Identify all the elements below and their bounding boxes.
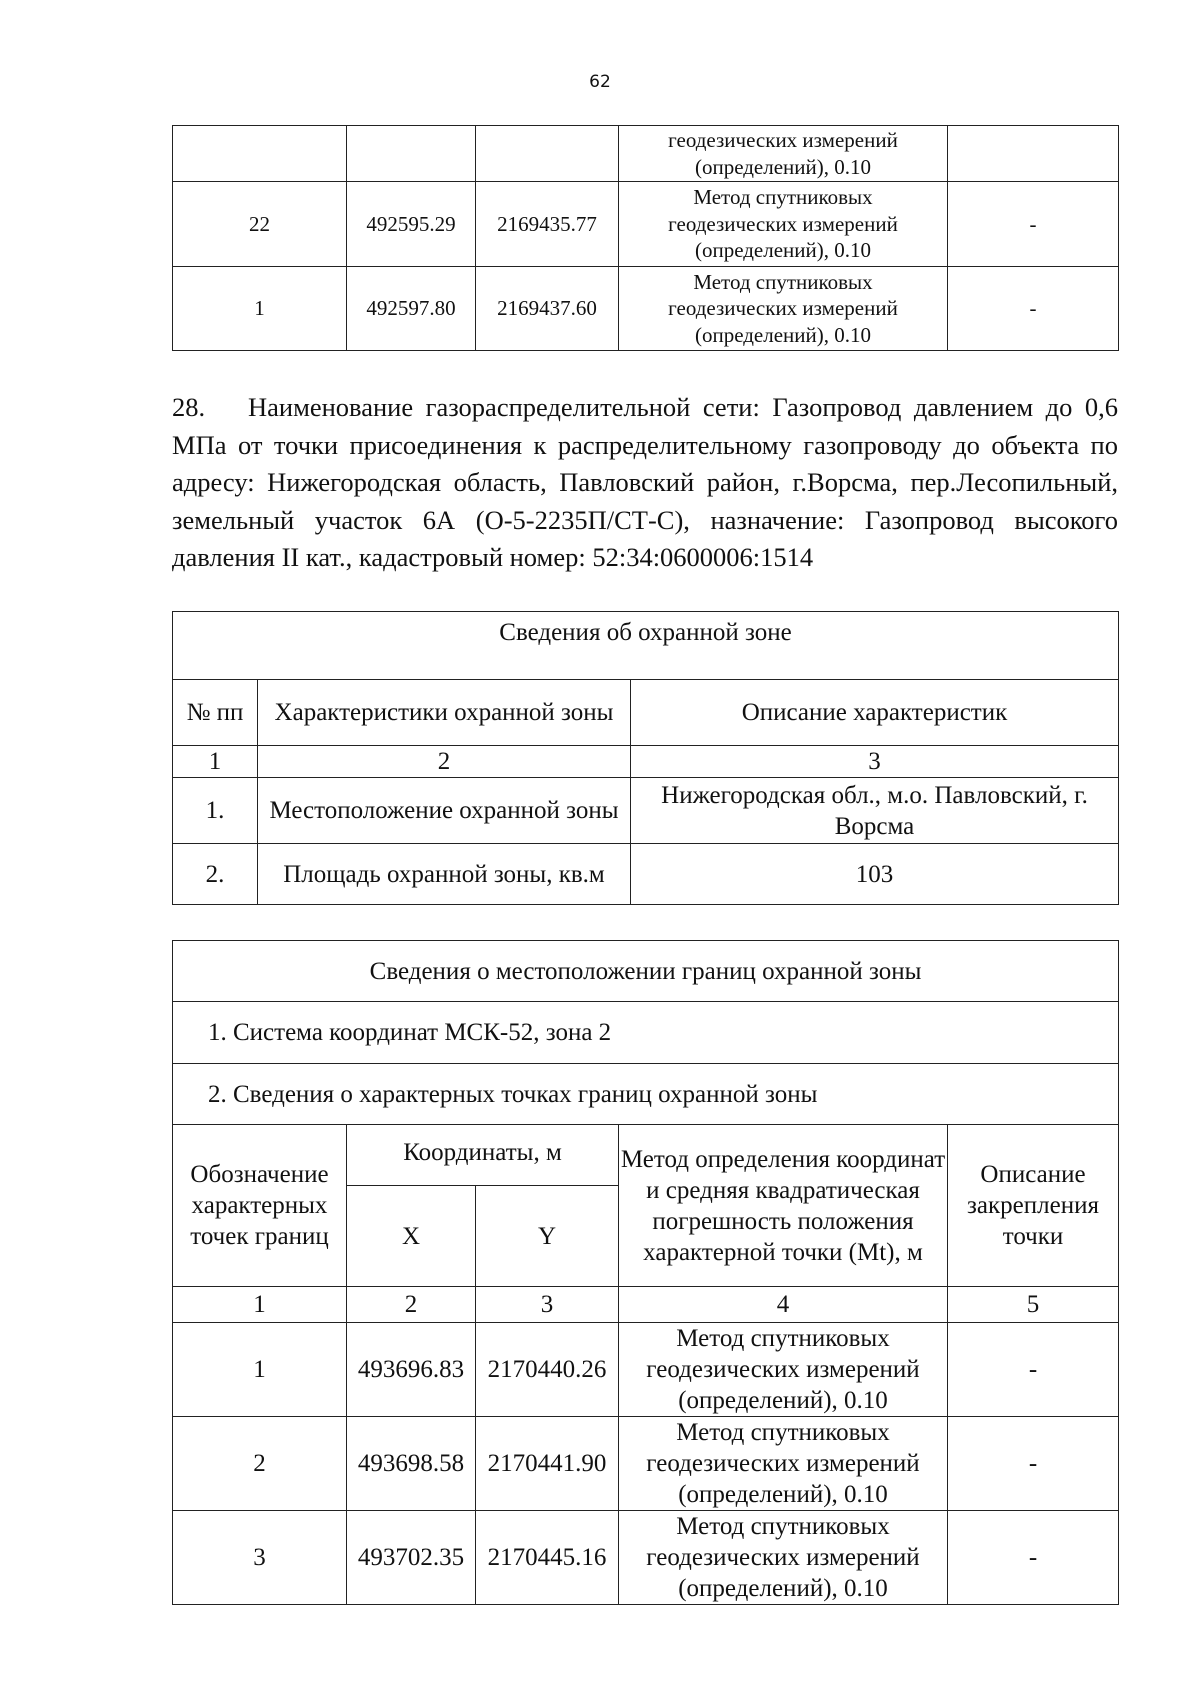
method-line: (определений), 0.10 (678, 1575, 888, 1602)
zone-table-title: Сведения об охранной зоне (173, 612, 1119, 680)
method-line: (определений), 0.10 (694, 154, 872, 179)
row-number: 2. (173, 844, 258, 905)
header-y: Y (476, 1186, 619, 1287)
column-number: 5 (948, 1287, 1119, 1323)
header-point: Обозначение характерных точек границ (173, 1125, 347, 1287)
description-cell: 103 (631, 844, 1119, 905)
table-header-row (173, 1125, 1119, 1186)
section-number: 28. (172, 392, 206, 422)
table-row (173, 1417, 1119, 1511)
y-cell: 2169437.60 (476, 267, 619, 351)
method-line: геодезических измерений (668, 128, 898, 152)
x-cell (347, 126, 476, 182)
method-cell (619, 1417, 948, 1511)
points-section-row (173, 1064, 1119, 1125)
column-number: 2 (258, 746, 631, 778)
method-line: (определений), 0.10 (694, 238, 872, 263)
column-number-row (173, 1287, 1119, 1323)
boundary-points-table (172, 940, 1119, 1605)
header-number: № пп (173, 680, 258, 746)
coordinate-system: 1. Система координат МСК-52, зона 2 (173, 1002, 1119, 1064)
x-cell: 492597.80 (347, 267, 476, 351)
method-line: (определений), 0.10 (694, 322, 872, 347)
point-cell: 1 (173, 1323, 347, 1417)
method-cell (619, 182, 948, 267)
method-line: геодезических измерений (668, 296, 898, 321)
characteristic-cell: Площадь охранной зоны, кв.м (258, 844, 631, 905)
characteristic-cell: Местоположение охранной зоны (258, 778, 631, 844)
method-cell (619, 1323, 948, 1417)
page-number: 62 (589, 72, 611, 92)
coordinate-system-row (173, 1002, 1119, 1064)
point-cell: 1 (173, 267, 347, 351)
x-cell: 493698.58 (347, 1417, 476, 1511)
point-cell: 3 (173, 1511, 347, 1605)
column-number: 1 (173, 746, 258, 778)
zone-info-table (172, 611, 1119, 905)
method-line: (определений), 0.10 (678, 1387, 888, 1414)
table-row (173, 778, 1119, 844)
method-cell (619, 267, 948, 351)
x-cell: 493702.35 (347, 1511, 476, 1605)
section-paragraph (172, 389, 1118, 577)
method-cell (619, 1511, 948, 1605)
column-number: 2 (347, 1287, 476, 1323)
table-row (173, 844, 1119, 905)
y-cell: 2169435.77 (476, 182, 619, 267)
method-line: геодезических измерений (668, 211, 898, 236)
x-cell: 493696.83 (347, 1323, 476, 1417)
header-description: Описание характеристик (631, 680, 1119, 746)
method-line: Метод спутниковых (676, 1419, 890, 1446)
method-line: геодезических измерений (646, 1544, 920, 1571)
desc-cell: - (948, 267, 1119, 351)
column-number: 3 (631, 746, 1119, 778)
table-title-row (173, 941, 1119, 1002)
header-characteristic: Характеристики охранной зоны (258, 680, 631, 746)
column-number: 3 (476, 1287, 619, 1323)
table-row (173, 1323, 1119, 1417)
point-cell (173, 126, 347, 182)
method-line: Метод спутниковых (693, 269, 873, 294)
column-number-row (173, 746, 1119, 778)
section-text: Наименование газораспределительной сети: Газопровод давлением до 0,6 МПа от точки присоединения к распределительному газопроводу до объекта по адресу: Нижегородская область, Павловский район, г.Ворсма, пер.Лесопильный, земельный участок 6А (О-5-2235П/СТ-С), назначение: Газопровод высокого давления II кат., кадастровый номер: 52:34:0600006:1514 (172, 392, 1118, 572)
y-cell (476, 126, 619, 182)
desc-cell (948, 126, 1119, 182)
header-x: X (347, 1186, 476, 1287)
points-section-title: 2. Сведения о характерных точках границ охранной зоны (173, 1064, 1119, 1125)
desc-cell: - (948, 1511, 1119, 1605)
x-cell: 492595.29 (347, 182, 476, 267)
y-cell: 2170441.90 (476, 1417, 619, 1511)
table-title-row (173, 612, 1119, 680)
method-line: Метод спутниковых (693, 185, 873, 210)
y-cell: 2170440.26 (476, 1323, 619, 1417)
boundary-table-title: Сведения о местоположении границ охранной зоны (173, 941, 1119, 1002)
column-number: 4 (619, 1287, 948, 1323)
coordinates-table-continuation (172, 125, 1119, 351)
method-cell (619, 126, 948, 182)
desc-cell: - (948, 1417, 1119, 1511)
point-cell: 2 (173, 1417, 347, 1511)
method-line: (определений), 0.10 (678, 1481, 888, 1508)
table-row (173, 182, 1119, 267)
description-cell: Нижегородская обл., м.о. Павловский, г. Ворсма (631, 778, 1119, 844)
table-row (173, 126, 1119, 182)
method-line: геодезических измерений (646, 1450, 920, 1477)
header-description: Описание закрепления точки (948, 1125, 1119, 1287)
table-row (173, 1511, 1119, 1605)
method-line: Метод спутниковых (676, 1325, 890, 1352)
method-line: геодезических измерений (646, 1356, 920, 1383)
table-header-row (173, 680, 1119, 746)
table-row (173, 267, 1119, 351)
point-cell: 22 (173, 182, 347, 267)
y-cell: 2170445.16 (476, 1511, 619, 1605)
desc-cell: - (948, 1323, 1119, 1417)
header-method: Метод определения координат и средняя квадратическая погрешность положения характерной точки (Mt), м (619, 1125, 948, 1287)
method-line: Метод спутниковых (676, 1513, 890, 1540)
header-coordinates: Координаты, м (347, 1125, 619, 1186)
desc-cell: - (948, 182, 1119, 267)
column-number: 1 (173, 1287, 347, 1323)
row-number: 1. (173, 778, 258, 844)
